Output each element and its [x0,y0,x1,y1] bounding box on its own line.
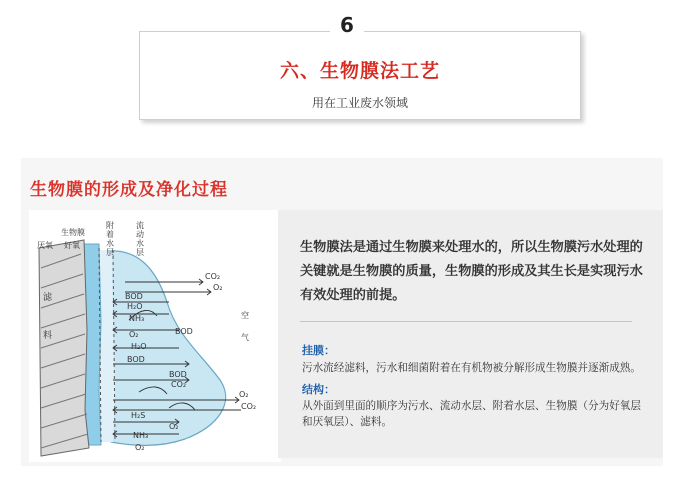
hanging-label: 挂膜： [302,344,335,357]
attached-water-char-1: 附 [106,221,114,230]
filter-material-char-2: 料 [43,331,53,341]
o2-label-2: O₂ [169,422,179,431]
flowing-water-char-1: 流 [136,221,144,230]
explanation-box [278,210,663,458]
nh3-label-1: NH₃ [129,314,145,323]
intro-paragraph: 生物膜法是通过生物膜来处理水的，所以生物膜污水处理的关键就是生物膜的质量，生物膜的形成及其生长是实现污水有效处理的前提。 [300,240,643,303]
o2-top-label: O₂ [213,283,223,292]
structure-description: 从外面到里面的顺序为污水、流动水层、附着水层、生物膜（分为好氧层和厌氧层）、滤料。 [302,400,641,428]
co2-mid-label: CO₂ [171,380,187,389]
filter-material-char-1: 滤 [43,293,53,303]
h2s-label: H₂S [131,411,146,420]
co2-top-label: CO₂ [205,272,221,281]
panel-heading: 生物膜的形成及净化过程 [30,180,228,200]
bod-label-3: BOD [127,355,145,364]
section-subtitle: 用在工业废水领域 [311,96,408,110]
biofilm-label: 生物膜 [61,228,85,237]
anaerobic-label: 厌氧 [37,241,53,250]
flowing-water-char-2: 动 [136,230,144,239]
biofilm-diagram-svg [29,210,281,462]
bod-label-2: BOD [175,327,193,336]
aerobic-label: 好氧 [64,241,80,250]
attached-water-char-3: 水 [106,239,114,248]
o2-right-label: O₂ [239,390,249,399]
section-divider [300,321,632,322]
flowing-water-char-3: 水 [136,239,144,248]
section-title: 六、生物膜法工艺 [279,60,440,82]
o2-label-1: O₂ [129,330,139,339]
attached-water-char-2: 着 [106,230,114,239]
bod-label-1: BOD [125,292,143,301]
section-number: 6 [330,13,364,37]
content-panel [21,158,663,466]
co2-right-label: CO₂ [241,402,257,411]
biofilm-diagram [29,210,281,462]
o2-label-3: O₂ [135,443,145,452]
attached-water-char-4: 层 [106,248,114,257]
h2o-label-2: H₂O [131,342,147,351]
h2o-label-1: H₂O [127,302,143,311]
flowing-water-char-4: 层 [136,248,144,257]
filter-material [39,240,89,456]
bod-label-4: BOD [169,370,187,379]
section-card [139,31,581,120]
air-char-2: 气 [241,333,249,342]
structure-label: 结构： [302,383,335,396]
hanging-description: 污水流经滤料，污水和细菌附着在有机物被分解形成生物膜并逐渐成熟。 [302,362,641,374]
air-char-1: 空 [241,311,249,320]
nh3-label-2: NH₃ [133,431,149,440]
